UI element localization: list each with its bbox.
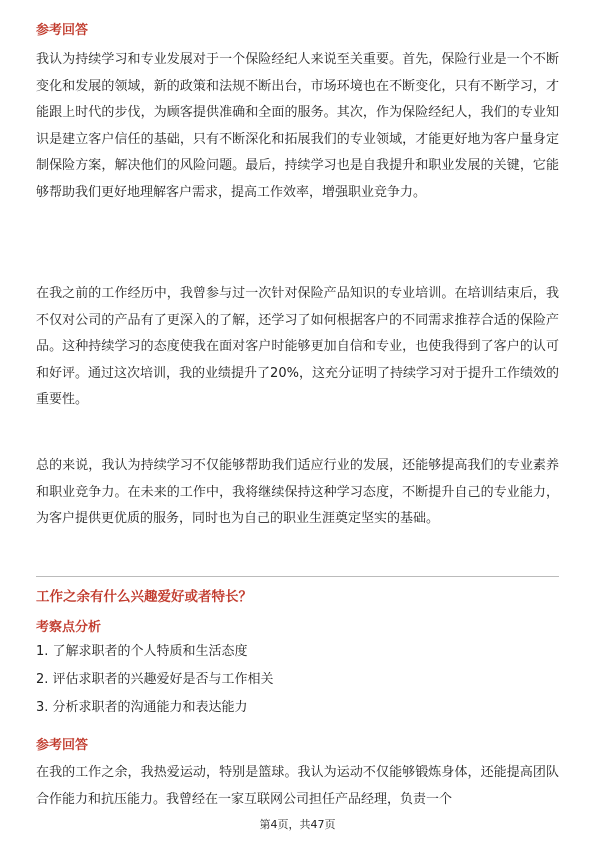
- answer-paragraph-3: 总的来说，我认为持续学习不仅能够帮助我们适应行业的发展，还能够提高我们的专业素养和职业竞争力。在未来的工作中，我将继续保持这种学习态度，不断提升自己的专业能力，为客户提供更优质的服务，同时也为自己的职业生涯奠定坚实的基础。: [36, 458, 559, 526]
- section-divider: [36, 576, 559, 577]
- analysis-item: 2. 评估求职者的兴趣爱好是否与工作相关: [36, 672, 274, 687]
- answer-paragraph-4: 在我的工作之余，我热爱运动，特别是篮球。我认为运动不仅能够锻炼身体，还能提高团队合作能力和抗压能力。我曾经在一家互联网公司担任产品经理，负责一个: [36, 765, 559, 807]
- answer-heading: 参考回答: [36, 23, 89, 38]
- page-number: 第4页，共47页: [259, 818, 336, 831]
- analysis-heading: 考察点分析: [36, 620, 102, 635]
- question-heading: 工作之余有什么兴趣爱好或者特长？: [36, 589, 252, 605]
- analysis-item: 3. 分析求职者的沟通能力和表达能力: [36, 700, 248, 715]
- analysis-item: 1. 了解求职者的个人特质和生活态度: [36, 644, 248, 659]
- answer-paragraph-2: 在我之前的工作经历中，我曾参与过一次针对保险产品知识的专业培训。在培训结束后，我不仅对公司的产品有了更深入的了解，还学习了如何根据客户的不同需求推荐合适的保险产品。这种持续学习的态度使我在面对客户时能够更加自信和专业，也使我得到了客户的认可和好评。通过这次培训，我的业绩提升了20%，这充分证明了持续学习对于提升工作绩效的重要性。: [36, 286, 559, 407]
- answer-heading-2: 参考回答: [36, 738, 89, 753]
- answer-paragraph-1: 我认为持续学习和专业发展对于一个保险经纪人来说至关重要。首先，保险行业是一个不断变化和发展的领域，新的政策和法规不断出台，市场环境也在不断变化，只有不断学习，才能跟上时代的步伐，为顾客提供准确和全面的服务。其次，作为保险经纪人，我们的专业知识是建立客户信任的基础，只有不断深化和拓展我们的专业领域，才能更好地为客户量身定制保险方案，解决他们的风险问题。最后，持续学习也是自我提升和职业发展的关键，它能够帮助我们更好地理解客户需求，提高工作效率，增强职业竞争力。: [36, 52, 559, 200]
